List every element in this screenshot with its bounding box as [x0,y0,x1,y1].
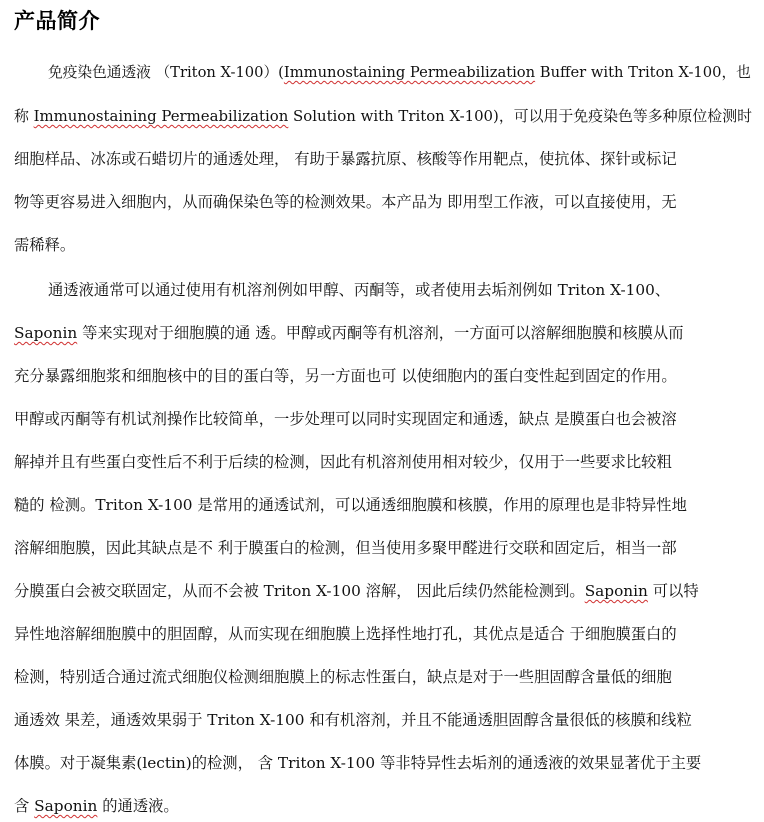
paragraph-line [14,319,684,347]
paragraph-line [48,59,751,87]
text-run: 糙的 检测。Triton X-100 是常用的通透试剂，可以通透细胞膜和核膜，作用的原理也是非特异性地 [14,496,687,514]
spellcheck-underlined-text: Saponin [584,582,648,600]
paragraph-line [14,405,677,433]
text-run: 称 [14,107,34,125]
paragraph-line [14,231,75,259]
paragraph-line [14,145,677,173]
paragraph-line [14,102,752,130]
text-run: 细胞样品、冰冻或石蜡切片的通透处理， 有助于暴露抗原、核酸等作用靶点，使抗体、探针或标记 [14,150,677,168]
paragraph-line [14,448,672,476]
spellcheck-underlined-text: Saponin [34,797,98,815]
text-run: Buffer with Triton X-100，也 [535,64,751,81]
text-run: 解掉并且有些蛋白变性后不利于后续的检测，因此有机溶剂使用相对较少，仅用于一些要求比较粗 [14,453,672,471]
text-run: 需稀释。 [14,236,76,254]
text-run: 的通透液。 [97,797,179,815]
paragraph-line [14,706,692,734]
spellcheck-underlined-text: Immunostaining Permeabilization [283,64,536,81]
text-run: 溶解细胞膜，因此其缺点是不 利于膜蛋白的检测，但当使用多聚甲醛进行交联和固定后，相当一部 [14,539,677,557]
text-run: 甲醇或丙酮等有机试剂操作比较简单，一步处理可以同时实现固定和通透，缺点 是膜蛋白也会被溶 [14,410,677,428]
paragraph-line [14,491,687,519]
spellcheck-underlined-text: Immunostaining Permeabilization [33,107,289,125]
text-run: 可以特 [647,582,699,600]
text-run: 分膜蛋白会被交联固定，从而不会被 Triton X-100 溶解， 因此后续仍然能检测到。 [14,582,585,600]
text-run: 物等更容易进入细胞内，从而确保染色等的检测效果。本产品为 即用型工作液，可以直接使用，无 [14,193,677,211]
section-heading: 产品简介 [14,9,100,33]
text-run: 含 [14,797,35,815]
paragraph-line [14,577,699,605]
text-run: 等来实现对于细胞膜的通 透。甲醇或丙酮等有机溶剂，一方面可以溶解细胞膜和核膜从而 [77,324,684,342]
spellcheck-underlined-text: Saponin [14,324,78,342]
text-run: 免疫染色通透液 （Triton X-100）( [48,64,284,81]
text-run: Solution with Triton X-100)，可以用于免疫染色等多种原位检测时 [288,107,752,125]
text-run: 体膜。对于凝集素(lectin)的检测， 含 Triton X-100 等非特异性去垢剂的通透液的效果显著优于主要 [14,754,702,772]
text-run: 异性地溶解细胞膜中的胆固醇，从而实现在细胞膜上选择性地打孔，其优点是适合 于细胞膜蛋白的 [14,625,677,643]
paragraph-line [14,663,672,691]
paragraph-line [14,534,677,562]
paragraph-line [48,276,670,304]
paragraph-line [14,620,677,648]
text-run: 通透效 果差，通透效果弱于 Triton X-100 和有机溶剂，并且不能通透胆固醇含量很低的核膜和线粒 [14,711,692,729]
text-run: 充分暴露细胞浆和细胞核中的目的蛋白等，另一方面也可 以使细胞内的蛋白变性起到固定的作用。 [14,367,677,385]
paragraph-line [14,749,701,777]
paragraph-line [14,362,677,390]
paragraph-line [14,792,179,820]
text-run: 通透液通常可以通过使用有机溶剂例如甲醇、丙酮等，或者使用去垢剂例如 Triton X-100、 [48,281,671,299]
text-run: 检测，特别适合通过流式细胞仪检测细胞膜上的标志性蛋白，缺点是对于一些胆固醇含量低的细胞 [14,668,672,686]
paragraph-line [14,188,677,216]
